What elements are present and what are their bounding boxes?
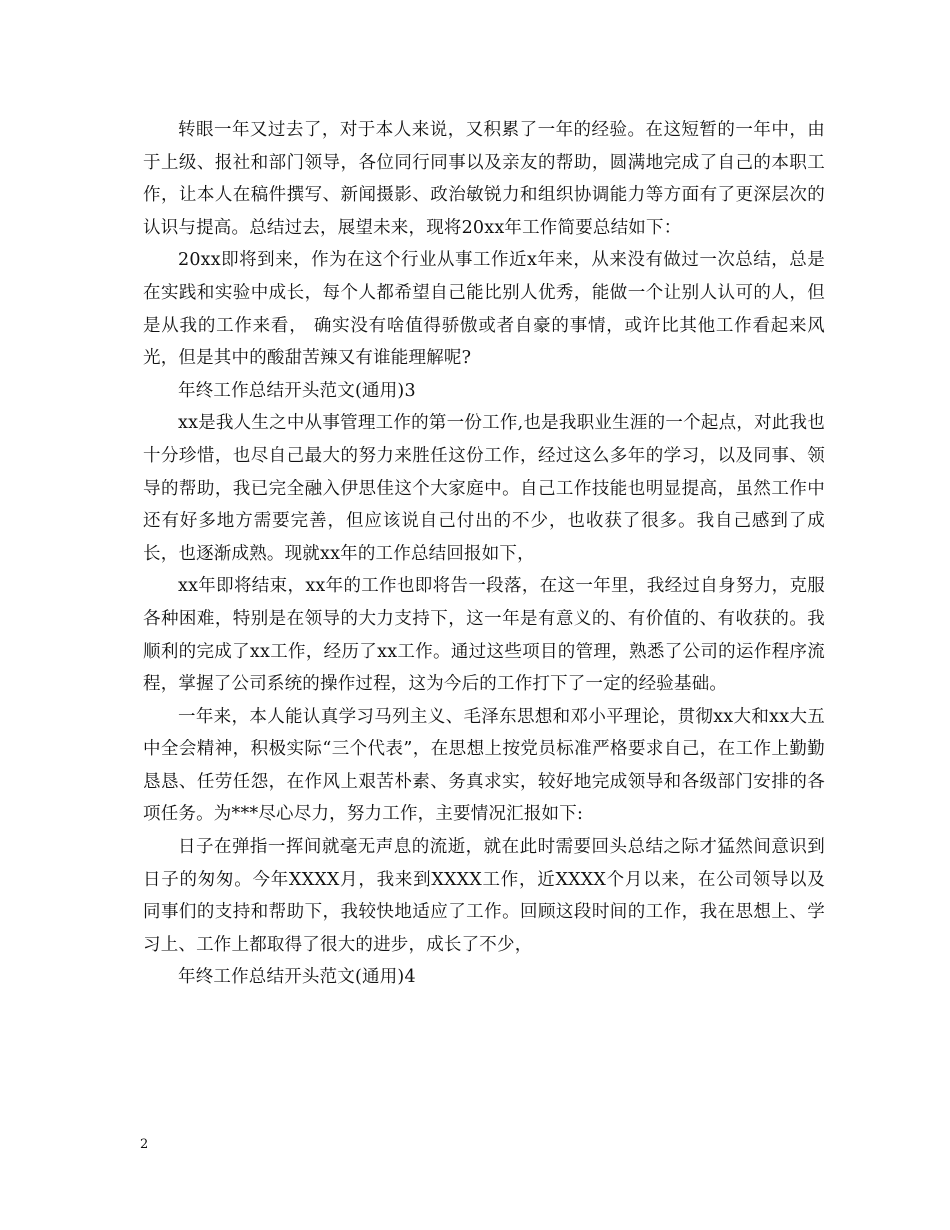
page-number: 2 — [140, 1137, 149, 1152]
section-heading-3: 年终工作总结开头范文(通用)3 — [178, 380, 416, 401]
paragraph-2: 20xx即将到来，作为在这个行业从事工作近x年来，从来没有做过一次总结，总是在实践和实验中成长，每个人都希望自己能比别人优秀，能做一个让别人认可的人，但是从我的工作来看， 确实没有啥值得骄傲或者自豪的事情，或许比其他工作看起来风光，但是其中的酸甜苦辣又有谁能理解呢? — [143, 250, 825, 369]
document-body — [143, 114, 825, 994]
paragraph-4: xx年即将结束，xx年的工作也即将告一段落，在这一年里，我经过自身努力，克服各种困难，特别是在领导的大力支持下，这一年是有意义的、有价值的、有收获的。我顺利的完成了xx工作，经历了xx工作。通过这些项目的管理，熟悉了公司的运作程序流程，掌握了公司系统的操作过程，这为今后的工作打下了一定的经验基础。 — [143, 576, 825, 695]
section-heading-4: 年终工作总结开头范文(通用)4 — [178, 967, 416, 988]
paragraph-6: 日子在弹指一挥间就毫无声息的流逝，就在此时需要回头总结之际才猛然间意识到日子的匆匆。今年XXXX月，我来到XXXX工作，近XXXX个月以来，在公司领导以及同事们的支持和帮助下，我较快地适应了工作。回顾这段时间的工作，我在思想上、学习上、工作上都取得了很大的进步，成长了不少， — [143, 837, 825, 955]
paragraph-5: 一年来，本人能认真学习马列主义、毛泽东思想和邓小平理论，贯彻xx大和xx大五中全会精神，积极实际“三个代表”，在思想上按党员标准严格要求自己，在工作上勤勤恳恳、任劳任怨，在作风上艰苦朴素、务真求实，较好地完成领导和各级部门安排的各项任务。为***尽心尽力，努力工作，主要情况汇报如下: — [143, 706, 825, 825]
paragraph-1: 转眼一年又过去了，对于本人来说，又积累了一年的经验。在这短暂的一年中，由于上级、报社和部门领导，各位同行同事以及亲友的帮助，圆满地完成了自己的本职工作，让本人在稿件撰写、新闻摄影、政治敏锐力和组织协调能力等方面有了更深层次的认识与提高。总结过去，展望未来，现将20xx年工作简要总结如下： — [143, 120, 825, 238]
paragraph-3: xx是我人生之中从事管理工作的第一份工作,也是我职业生涯的一个起点，对此我也十分珍惜，也尽自己最大的努力来胜任这份工作，经过这么多年的学习，以及同事、领导的帮助，我已完全融入伊思佳这个大家庭中。自己工作技能也明显提高，虽然工作中还有好多地方需要完善，但应该说自己付出的不少，也收获了很多。我自己感到了成长，也逐渐成熟。现就xx年的工作总结回报如下， — [143, 413, 825, 564]
